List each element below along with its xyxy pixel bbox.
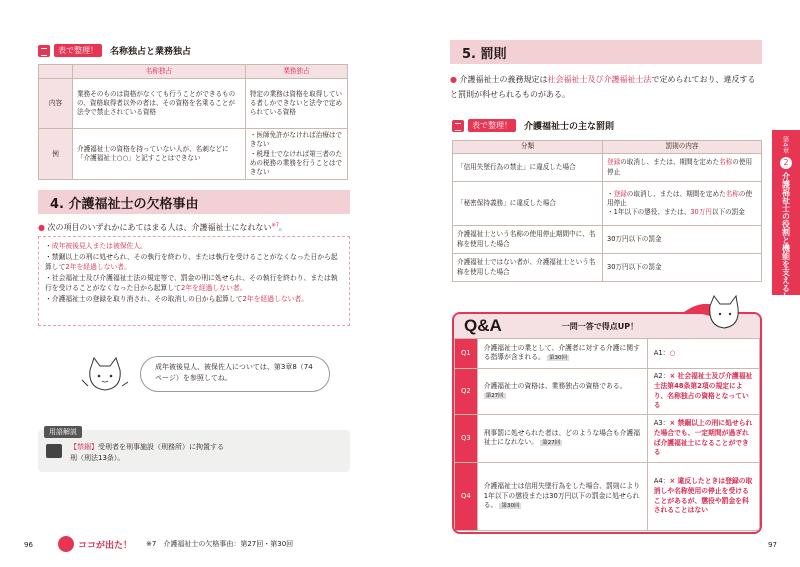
penalty-text: ・ — [607, 189, 614, 198]
penalty-text: 登録 — [607, 158, 621, 167]
page-number-left: 96 — [24, 541, 33, 549]
book-icon — [46, 444, 62, 458]
table1-tag: 表で整理！ — [54, 44, 102, 57]
glossary-box — [38, 430, 350, 472]
qa-subtitle: 一問一答で得点UP！ — [561, 321, 639, 331]
table-icon — [452, 120, 464, 132]
penalty-text: の取消し、または、期間を定めた — [620, 158, 720, 167]
section5-title: 5. 罰則 — [450, 40, 762, 64]
penalty-text: 30万円以下の罰金 — [607, 262, 662, 271]
table2-header-1: 分類 — [453, 141, 603, 154]
koko-label: ココが出た！ — [78, 540, 133, 551]
glossary-tag: 用語解説 — [44, 426, 82, 438]
chapter-text: 介護福祉士の役割と機能を支えるしくみ — [781, 172, 791, 317]
qa-row: Q4 介護福祉士は信用失墜行為をした場合、罰則により1年以下の懲役または30万円以下の罰金に処せられる。 第30回 A4：× 違反したときは登録の取消しや名称使用の停止を受けることがあるが、懲役や罰金を科されることはない — [455, 463, 760, 531]
penalty-text: 30万円以下の罰金 — [607, 234, 662, 243]
table-row: 介護福祉士ではない者が、介護福祉士という名称を使用した場合 30万円以下の罰金 — [453, 254, 762, 282]
penalty-text: の取消し、または、期間を定めた — [626, 189, 726, 198]
footer-note: ※7 介護福祉士の欠格事由：第27回・第30回 — [146, 540, 294, 548]
table-row: 介護福祉士という名称の使用停止期間中に、名称を使用した場合 30万円以下の罰金 — [453, 226, 762, 254]
table-row: 「秘密保持義務」に違反した場合 ・登録の取消し、または、期間を定めた名称の使用停止 ・1年以下の懲役、または、30万円以下の罰金 — [453, 182, 762, 226]
table1-cell: 特定の業務は資格を取得している者しかできないと法令で定められている資格 — [245, 79, 347, 129]
qa-box — [452, 312, 762, 534]
glossary-text: 【禁錮】受刑者を刑事施設（刑務所）に拘置する刑（刑法13条）。 — [70, 443, 224, 462]
table1-title: 名称独占と業務独占 — [110, 47, 192, 57]
table-icon — [38, 45, 50, 57]
chapter-num: 2 — [780, 157, 792, 169]
table2-heading — [452, 119, 614, 132]
qa-table — [454, 338, 760, 531]
table1-row-label: 例 — [39, 129, 73, 180]
list-item: ・禁錮以上の刑に処せられ、その執行を終わり、または執行を受けることがなくなった日から起算して2年を経過しない者。 — [45, 252, 338, 272]
table-row: 「信用失墜行為の禁止」に違反した場合 登録の取消し、または、期間を定めた名称の使用停止 — [453, 154, 762, 182]
page-number-right: 97 — [768, 541, 777, 549]
list-item: ・介護福祉士の登録を取り消され、その取消しの日から起算して2年を経過しない者。 — [45, 294, 309, 303]
table1 — [38, 64, 348, 180]
table1-cell: 介護福祉士の資格を持っていない人が、名刺などに「介護福祉士○○」と記すことはできない — [73, 129, 246, 180]
section4-intro-line: ● 次の項目のいずれかにあてはまる人は、介護福祉士になれない$^{※7}$。 — [38, 222, 287, 232]
penalty-text: 名称 — [719, 158, 733, 167]
list-item: ・社会福祉士及び介護福祉士法の規定等で、罰金の刑に処せられ、その執行を終わり、または執行を受けることがなくなった日から起算して2年を経過しない者。 — [45, 273, 338, 293]
section4-title: 4. 介護福祉士の欠格事由 — [38, 190, 350, 214]
table1-heading — [38, 44, 191, 57]
penalty-text: の使用停止 — [607, 158, 753, 176]
table1-cell: 業務そのものは資格がなくても行うことができるものの、資格取得者以外の者は、その資格を名乗ることが法令で禁止されている資格 — [73, 79, 246, 129]
disqualification-box — [38, 236, 350, 326]
qa-title: Q&A — [464, 316, 502, 335]
table2-tag: 表で整理！ — [468, 119, 516, 132]
table2-title: 介護福祉士の主な罰則 — [524, 122, 615, 132]
table2-header-2: 罰則の内容 — [603, 141, 762, 154]
cat-illustration — [80, 352, 130, 400]
penalty-text: 登録 — [613, 189, 627, 198]
penalty-text: の使用停止 ・1年以下の懲役、または、 — [607, 189, 753, 217]
table1-cell: ・医師免許がなければ治療はできない ・税理士でなければ第三者のための税務の業務を行うことはできない — [245, 129, 347, 180]
qa-row: Q2 介護福祉士の資格は、業務独占の資格である。 第27回 A2：× 社会福祉士及び介護福祉士法第48条第2項の規定により、名称独占の資格となっている — [455, 369, 760, 415]
list-item: ・成年被後見人または被保佐人。 — [45, 242, 147, 250]
table2 — [452, 140, 762, 282]
section4-intro: 次の項目のいずれかにあてはまる人は、介護福祉士になれない — [47, 223, 272, 232]
chapter-tab — [772, 130, 800, 317]
table1-header-2: 業務独占 — [245, 65, 347, 79]
note-ref: ※7 — [271, 222, 279, 229]
chapter-label: 第4章 — [781, 136, 790, 154]
flying-cat-illustration — [680, 292, 750, 336]
qa-row: Q1 介護福祉士の業として、介護者に対する介護に関する指導が含まれる。 第30回 A1：○ — [455, 339, 760, 369]
table1-row-label: 内容 — [39, 79, 73, 129]
koko-icon — [58, 536, 74, 552]
section5-intro: ● 介護福祉士の義務規定は社会福祉士及び介護福祉士法で定められており、違反すると罰則が科せられるものがある。 — [450, 75, 756, 100]
qa-row: Q3 刑事罰に処せられた者は、どのような場合も介護福祉士になれない。 第27回 A3：× 禁錮以上の刑に処せられた場合でも、一定期間が過ぎれば介護福祉士になることができる — [455, 415, 760, 463]
penalty-text: 以下の罰金 — [711, 208, 745, 217]
penalty-text: 名称 — [725, 189, 739, 198]
footer-left — [58, 536, 293, 552]
speech-bubble: 成年被後見人、被保佐人については、第3章8（74ページ）を参照してね。 — [140, 356, 330, 392]
penalty-text: 30万円 — [690, 208, 712, 217]
table1-header-1: 名称独占 — [73, 65, 246, 79]
